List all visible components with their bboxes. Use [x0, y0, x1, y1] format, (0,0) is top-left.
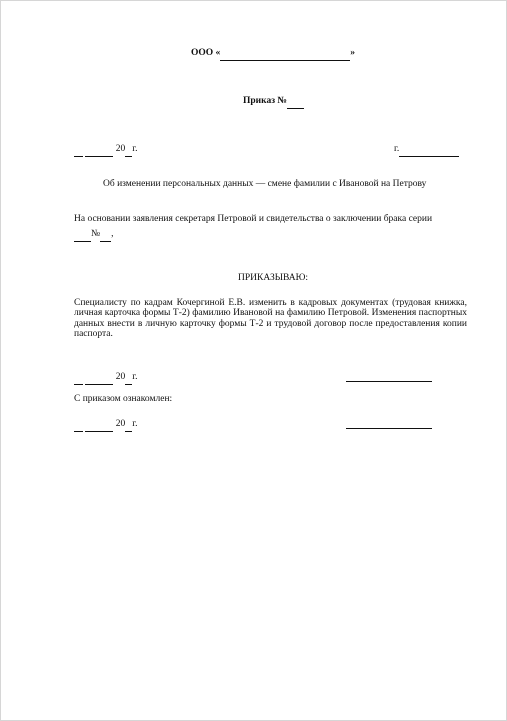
- month-blank-1: [85, 372, 113, 385]
- month-blank-2: [85, 419, 113, 432]
- year-prefix-2: 20: [115, 419, 126, 429]
- order-word: ПРИКАЗЫВАЮ:: [238, 273, 309, 283]
- basis-number-line: [74, 229, 113, 242]
- acquainted-label: С приказом ознакомлен:: [74, 394, 173, 404]
- order-subject: Об изменении персональных данных — смене фамилии с Ивановой на Петрову: [103, 179, 427, 189]
- city-blank: [399, 144, 459, 157]
- series-blank: [74, 229, 91, 242]
- org-name-blank: [220, 48, 350, 61]
- signature-date-2: [74, 419, 137, 432]
- order-number-blank: [287, 96, 304, 109]
- day-blank-2: [74, 419, 83, 432]
- city-prefix: г.: [394, 144, 400, 154]
- basis-text: На основании заявления секретаря Петровой и свидетельства о заключении брака серии: [74, 214, 433, 224]
- org-suffix: »: [350, 48, 356, 58]
- order-title: [243, 96, 304, 109]
- basis-number-prefix: №: [91, 229, 101, 239]
- day-blank: [74, 144, 83, 157]
- order-date: [74, 144, 137, 157]
- organization-line: [191, 48, 355, 61]
- order-title-text: Приказ №: [243, 96, 287, 106]
- year-prefix-1: 20: [115, 372, 126, 382]
- year-prefix: 20: [115, 144, 126, 154]
- signature-line-2: [346, 428, 432, 429]
- year-suffix-2: г.: [132, 419, 138, 429]
- order-city: [394, 144, 459, 157]
- basis-number-suffix: ,: [111, 229, 114, 239]
- year-suffix: г.: [132, 144, 138, 154]
- year-suffix-1: г.: [132, 372, 138, 382]
- signature-line-1: [346, 381, 432, 382]
- day-blank-1: [74, 372, 83, 385]
- org-prefix: ООО «: [191, 48, 221, 58]
- signature-date-1: [74, 372, 137, 385]
- certificate-number-blank: [100, 229, 114, 242]
- month-blank: [85, 144, 113, 157]
- order-body-text: Специалисту по кадрам Кочергиной Е.В. изменить в кадровых документах (трудовая книжка, личная карточка формы Т-2) фамилию Ивановой на фамилию Петровой. Изменения паспортных данных внести в личную карточку формы Т-2 и трудовой договор после предоставления копии паспорта.: [74, 298, 467, 339]
